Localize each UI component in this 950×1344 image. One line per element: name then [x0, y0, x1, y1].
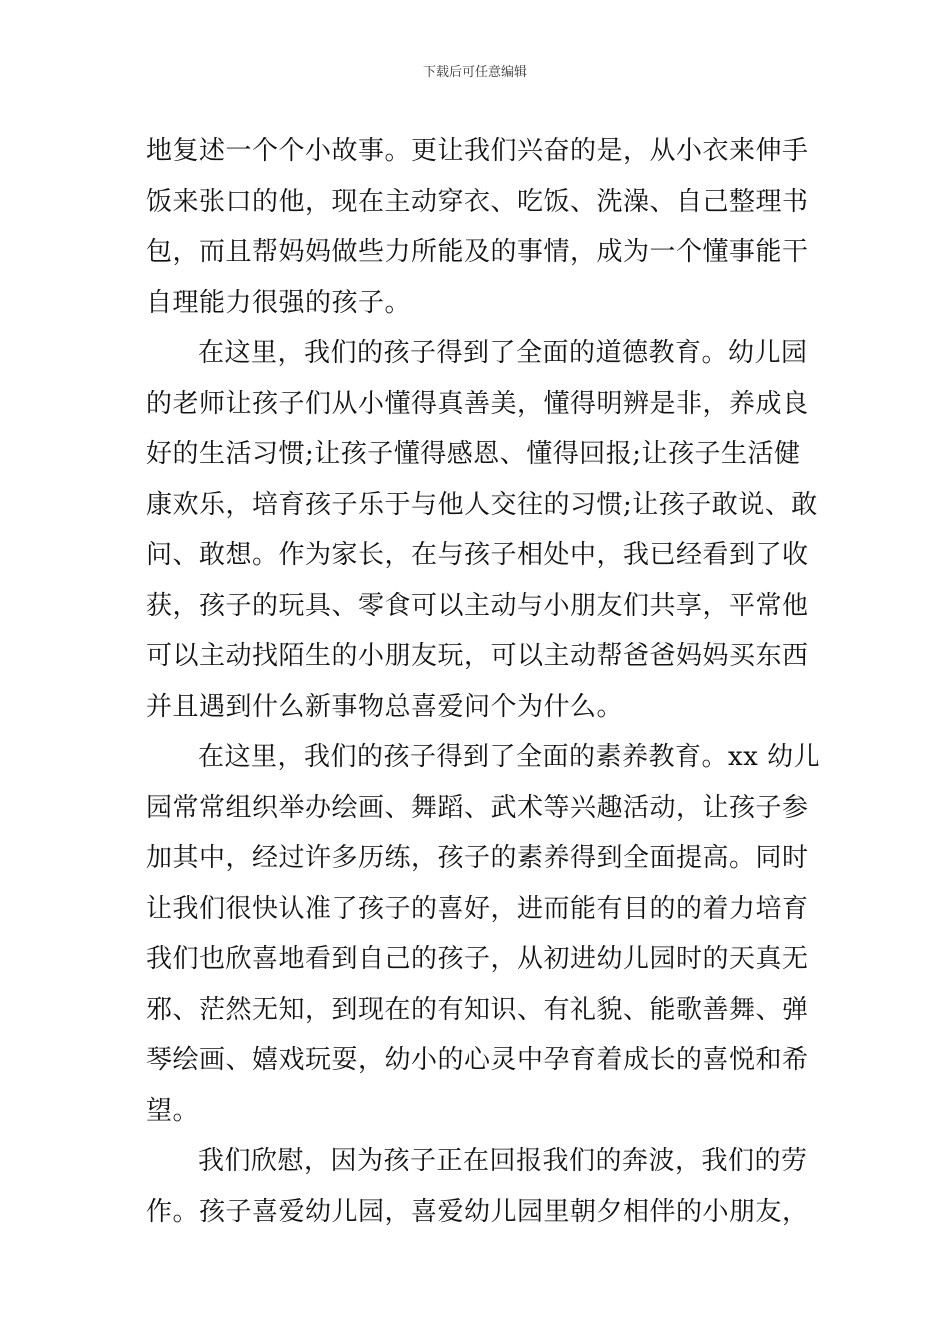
document-body — [146, 126, 821, 1237]
paragraph-first-line: 在这里，我们的孩子得到了全面的道德教育。幼儿园 — [198, 338, 808, 368]
text-line: 望。 — [146, 1095, 200, 1126]
text-line: 让我们很快认准了孩子的喜好，进而能有目的的着力培育 — [146, 893, 809, 924]
text-line: 的老师让孩子们从小懂得真善美，懂得明辨是非，养成良 — [146, 388, 809, 419]
text-line: 琴绘画、嬉戏玩耍，幼小的心灵中孕育着成长的喜悦和希 — [146, 1045, 809, 1075]
text-line: 邪、茫然无知，到现在的有知识、有礼貌、能歌善舞、弹 — [146, 994, 809, 1025]
text-line: 自理能力很强的孩子。 — [146, 287, 412, 318]
text-line: 饭来张口的他，现在主动穿衣、吃饭、洗澡、自己整理书 — [146, 186, 809, 217]
paragraph-first-line: 我们欣慰，因为孩子正在回报我们的奔波，我们的劳 — [198, 1146, 808, 1176]
text-line: 康欢乐，培育孩子乐于与他人交往的习惯;让孩子敢说、敢 — [146, 489, 818, 520]
text-line: 获，孩子的玩具、零食可以主动与小朋友们共享，平常他 — [146, 590, 809, 621]
paragraph-first-line: 在这里，我们的孩子得到了全面的素养教育。xx 幼儿 — [198, 742, 821, 772]
text-line: 加其中，经过许多历练，孩子的素养得到全面提高。同时 — [146, 843, 809, 873]
text-line: 并且遇到什么新事物总喜爱问个为什么。 — [146, 691, 624, 722]
page-header: 下载后可任意编辑 — [422, 65, 527, 80]
text-line: 好的生活习惯;让孩子懂得感恩、懂得回报;让孩子生活健 — [146, 439, 801, 469]
text-line: 园常常组织举办绘画、舞蹈、武术等兴趣活动，让孩子参 — [146, 792, 809, 823]
text-line: 问、敢想。作为家长，在与孩子相处中，我已经看到了收 — [146, 540, 809, 570]
text-line: 包，而且帮妈妈做些力所能及的事情，成为一个懂事能干 — [146, 237, 809, 267]
text-line: 可以主动找陌生的小朋友玩，可以主动帮爸爸妈妈买东西 — [146, 641, 809, 671]
text-line: 我们也欣喜地看到自己的孩子，从初进幼儿园时的天真无 — [146, 944, 809, 974]
text-line: 作。孩子喜爱幼儿园，喜爱幼儿园里朝夕相伴的小朋友， — [146, 1196, 809, 1227]
text-line: 地复述一个个小故事。更让我们兴奋的是，从小衣来伸手 — [146, 136, 809, 166]
